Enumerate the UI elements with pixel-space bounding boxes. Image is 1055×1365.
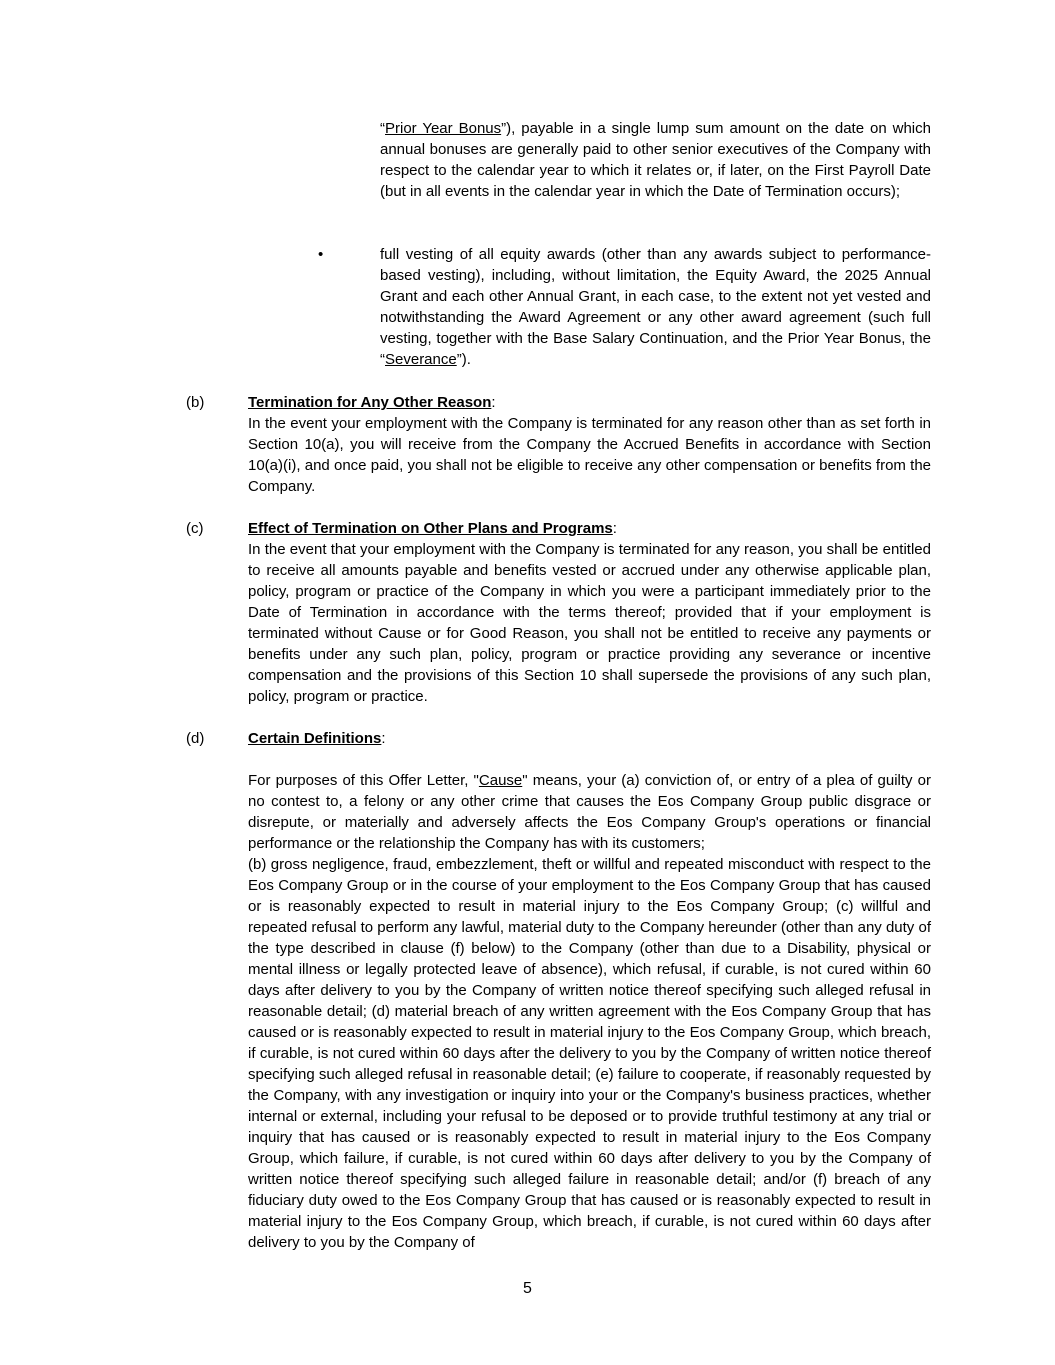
section-label-c: (c) [186, 520, 204, 537]
section-d-colon: : [381, 730, 386, 747]
cause-intro: For purposes of this Offer Letter, " [248, 772, 479, 789]
open-quote: “ [380, 120, 385, 137]
section-b-heading: Termination for Any Other Reason [248, 394, 492, 411]
cause-rest: " means, your (a) conviction of, or entry of a plea of guilty or no contest to, a felony or any other crime that causes the Eos Company Group public disgrace or disrepute, or materially and adversely affects the Eos Company Group's operations or financial performance or the relationship the Company has with its customers; [248, 772, 932, 852]
prior-year-bonus-paragraph [380, 118, 931, 202]
cause-definition-continued: (b) gross negligence, fraud, embezzlement, theft or willful and repeated misconduct with respect to the Eos Company Group or in the course of your employment to the Eos Company Group that has caused or is reasonably expected to result in material injury to the Eos Company Group; (c) willful and repeated refusal to perform any lawful, material duty to the Company hereunder (other than any duty of the type described in clause (f) below) to the Company (other than due to a Disability, physical or mental illness or legally protected leave of absence), which refusal, if curable, is not cured within 60 days after delivery to you by the Company of written notice thereof specifying such alleged refusal in reasonable detail; (d) material breach of any written agreement with the Eos Company Group that has caused or is reasonably expected to result in material injury to the Eos Company Group, which breach, if curable, is not cured within 60 days after the delivery to you by the Company of written notice thereof specifying such alleged refusal in reasonable detail; (e) failure to cooperate, if reasonably requested by the Company, with any investigation or inquiry into your or the Company's business practices, whether internal or external, including your refusal to be deposed or to provide truthful testimony at any trial or inquiry that has caused or is reasonably expected to result in material injury to the Eos Company Group, which failure, if curable, is not cured within 60 days after delivery to you by the Company of written notice thereof specifying such alleged failure in reasonable detail; and/or (f) breach of any fiduciary duty owed to the Eos Company Group that has caused or is reasonably expected to result in material injury to the Eos Company Group, which breach, if curable, is not cured within 60 days after delivery to you by the Company of [248, 856, 931, 1251]
section-label-d: (d) [186, 730, 205, 747]
equity-vesting-text: full vesting of all equity awards (other than any awards subject to performance-based vesting), including, without limitation, the Equity Award, the 2025 Annual Grant and each other Annual Grant, in each case, to the extent not yet vested and notwithstanding the Award Agreement or any other award agreement (such full vesting, together with the Base Salary Continuation, and the Prior Year Bonus, the “ [380, 246, 931, 368]
equity-vesting-bullet [380, 244, 931, 370]
prior-year-bonus-text: ”), payable in a single lump sum amount on the date on which annual bonuses are generally paid to other senior executives of the Company with respect to the calendar year to which it relates or, if later, on the First Payroll Date (but in all events in the calendar year in which the Date of Termination occurs); [380, 120, 931, 200]
section-d [248, 728, 931, 1253]
equity-vesting-end: ”). [456, 351, 471, 368]
section-c-colon: : [612, 520, 617, 537]
section-b [248, 392, 931, 497]
section-b-body: In the event your employment with the Company is terminated for any reason other than as set forth in Section 10(a), you will receive from the Company the Accrued Benefits in accordance with Section 10(a)(i), and once paid, you shall not be eligible to receive any other compensation or benefits from the Company. [248, 415, 931, 495]
prior-year-bonus-term: Prior Year Bonus [385, 120, 502, 137]
page-number: 5 [523, 1280, 532, 1297]
severance-term: Severance [385, 351, 457, 368]
bullet-icon: • [318, 246, 324, 263]
section-c-body: In the event that your employment with the Company is terminated for any reason, you shall be entitled to receive all amounts payable and benefits vested or accrued under any otherwise applicable plan, policy, program or practice of the Company in which you were a participant immediately prior to the Date of Termination in accordance with the terms thereof; provided that if your employment is terminated without Cause or for Good Reason, you shall not be entitled to receive any payments or benefits under any such plan, policy, program or practice providing any severance or incentive compensation and the provisions of this Section 10 shall supersede the provisions of any such plan, policy, program or practice. [248, 541, 931, 705]
section-d-heading: Certain Definitions [248, 730, 382, 747]
section-d-heading-line [248, 728, 931, 749]
section-c-heading: Effect of Termination on Other Plans and Programs [248, 520, 613, 537]
section-c [248, 518, 931, 707]
cause-term: Cause [478, 772, 523, 789]
section-b-colon: : [491, 394, 496, 411]
section-b-heading-line [248, 392, 931, 413]
section-label-b: (b) [186, 394, 205, 411]
cause-definition [248, 770, 931, 854]
section-c-heading-line [248, 518, 931, 539]
